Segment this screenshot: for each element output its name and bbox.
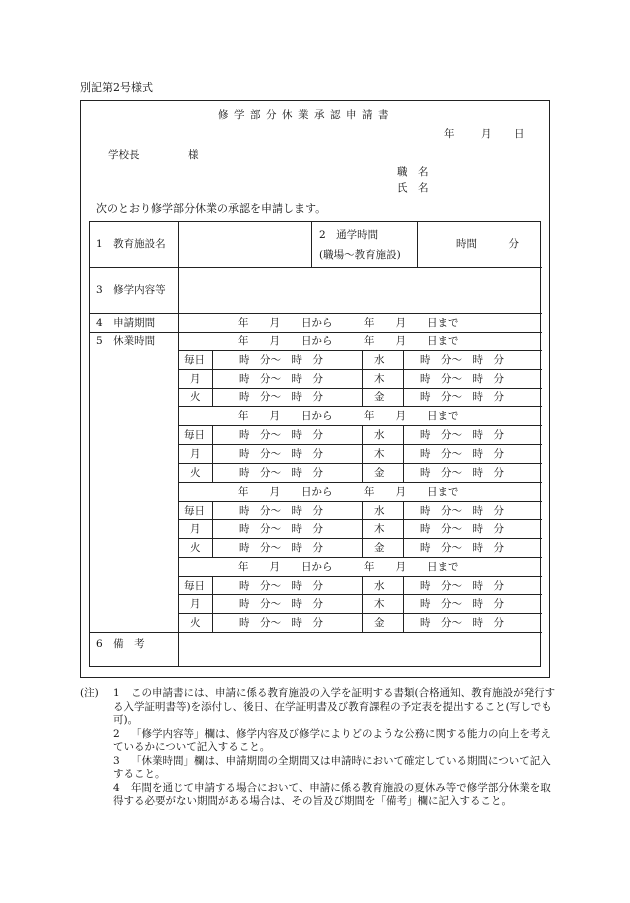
period-header: 年 月 日から 年 月 日まで bbox=[238, 486, 459, 498]
time-range: 時 分～ 時 分 bbox=[420, 505, 504, 517]
note-item bbox=[113, 755, 560, 782]
period-header: 年 月 日から 年 月 日まで bbox=[238, 410, 459, 422]
col-divider bbox=[311, 222, 312, 267]
col-divider bbox=[178, 222, 179, 667]
col-divider bbox=[403, 576, 404, 632]
time-range: 時 分～ 時 分 bbox=[239, 580, 323, 592]
row-divider bbox=[90, 313, 542, 314]
row-divider bbox=[178, 425, 542, 426]
row-divider bbox=[178, 519, 542, 520]
time-range: 時 分～ 時 分 bbox=[239, 354, 323, 366]
note-number: 2 bbox=[113, 727, 120, 740]
col-divider bbox=[212, 576, 213, 632]
row-divider bbox=[90, 632, 542, 633]
day-label: 水 bbox=[374, 580, 385, 592]
time-range: 時 分～ 時 分 bbox=[420, 448, 504, 460]
intro-text: 次のとおり修学部分休業の承認を申請します。 bbox=[96, 202, 327, 215]
row-divider bbox=[178, 406, 542, 407]
period-header: 年 月 日から 年 月 日まで bbox=[238, 335, 459, 347]
time-range: 時 分～ 時 分 bbox=[420, 580, 504, 592]
day-label: 金 bbox=[374, 467, 385, 479]
day-label: 月 bbox=[190, 448, 201, 460]
name-label: 氏 名 bbox=[397, 182, 429, 194]
day-label: 火 bbox=[190, 542, 201, 554]
col-divider bbox=[362, 350, 363, 407]
day-label: 木 bbox=[374, 373, 385, 385]
time-range: 時 分～ 時 分 bbox=[420, 467, 504, 479]
day-label: 木 bbox=[374, 448, 385, 460]
time-range: 時 分～ 時 分 bbox=[239, 617, 323, 629]
col-divider bbox=[417, 222, 418, 267]
day-label: 毎日 bbox=[184, 505, 205, 517]
time-range: 時 分～ 時 分 bbox=[239, 598, 323, 610]
row-divider bbox=[178, 388, 542, 389]
day-label: 金 bbox=[374, 617, 385, 629]
remarks-label: 6 備 考 bbox=[96, 638, 145, 650]
note-text: 「修学内容等」欄は、修学内容及び修学によりどのような公務に関する能力の向上を考えているかについて記入すること。 bbox=[113, 727, 551, 753]
time-range: 時 分～ 時 分 bbox=[239, 523, 323, 535]
col-divider bbox=[403, 425, 404, 482]
time-range: 時 分～ 時 分 bbox=[420, 617, 504, 629]
day-label: 水 bbox=[374, 505, 385, 517]
note-number: 4 bbox=[113, 781, 120, 794]
time-range: 時 分～ 時 分 bbox=[420, 542, 504, 554]
notes-section bbox=[80, 687, 560, 809]
date-year: 年 bbox=[444, 128, 455, 140]
leave-time-label: 5 休業時間 bbox=[96, 335, 156, 347]
day-label: 毎日 bbox=[184, 429, 205, 441]
row-divider bbox=[178, 576, 542, 577]
form-title: 修学部分休業承認申請書 bbox=[218, 109, 394, 121]
row-divider bbox=[178, 463, 542, 464]
time-range: 時 分～ 時 分 bbox=[420, 523, 504, 535]
row-divider bbox=[178, 538, 542, 539]
col-divider bbox=[212, 501, 213, 557]
date-day: 日 bbox=[514, 128, 525, 140]
addressee: 学校長 bbox=[108, 149, 140, 161]
day-label: 毎日 bbox=[184, 580, 205, 592]
time-range: 時 分～ 時 分 bbox=[239, 505, 323, 517]
note-number: 1 bbox=[113, 687, 120, 699]
form-label: 別記第2号様式 bbox=[80, 81, 153, 94]
note-text: 「休業時間」欄は、申請期間の全期間又は申請時において確定している期間について記入すること。 bbox=[113, 754, 551, 780]
note-number: 3 bbox=[113, 754, 120, 767]
note-item bbox=[113, 687, 560, 728]
commute-time-label: 2 通学時間 bbox=[319, 229, 379, 241]
note-item bbox=[113, 782, 560, 809]
col-divider bbox=[362, 425, 363, 482]
row-divider bbox=[178, 369, 542, 370]
day-label: 木 bbox=[374, 598, 385, 610]
day-label: 火 bbox=[190, 391, 201, 403]
row-divider bbox=[90, 267, 542, 268]
application-period-label: 4 申請期間 bbox=[96, 317, 156, 329]
time-range: 時 分～ 時 分 bbox=[239, 373, 323, 385]
col-divider bbox=[362, 501, 363, 557]
application-table bbox=[89, 221, 541, 667]
row-divider bbox=[178, 482, 542, 483]
time-range: 時 分～ 時 分 bbox=[239, 429, 323, 441]
note-text: この申請書には、申請に係る教育施設の入学を証明する書類(合格通知、教育施設が発行する入学証明書等)を添付し、後日、在学証明書及び教育課程の予定表を提出すること(写しでも可)。 bbox=[113, 687, 556, 726]
col-divider bbox=[403, 501, 404, 557]
study-content-label: 3 修学内容等 bbox=[96, 284, 166, 296]
facility-name-label: 1 教育施設名 bbox=[96, 238, 166, 250]
time-range: 時 分～ 時 分 bbox=[420, 354, 504, 366]
day-label: 毎日 bbox=[184, 354, 205, 366]
time-range: 時 分～ 時 分 bbox=[239, 467, 323, 479]
commute-time-value: 時間 分 bbox=[456, 238, 519, 250]
time-range: 時 分～ 時 分 bbox=[420, 598, 504, 610]
date-month: 月 bbox=[481, 128, 492, 140]
time-range: 時 分～ 時 分 bbox=[239, 542, 323, 554]
row-divider bbox=[178, 444, 542, 445]
time-range: 時 分～ 時 分 bbox=[239, 391, 323, 403]
row-divider bbox=[178, 350, 542, 351]
time-range: 時 分～ 時 分 bbox=[420, 373, 504, 385]
position-label: 職 名 bbox=[397, 166, 429, 178]
day-label: 水 bbox=[374, 429, 385, 441]
row-divider bbox=[178, 501, 542, 502]
col-divider bbox=[362, 576, 363, 632]
day-label: 月 bbox=[190, 523, 201, 535]
col-divider bbox=[212, 350, 213, 407]
day-label: 火 bbox=[190, 617, 201, 629]
application-period-value: 年 月 日から 年 月 日まで bbox=[238, 317, 459, 329]
period-header: 年 月 日から 年 月 日まで bbox=[238, 561, 459, 573]
row-divider bbox=[90, 332, 542, 333]
notes-head: (注) bbox=[80, 687, 99, 699]
col-divider bbox=[403, 350, 404, 407]
row-divider bbox=[178, 594, 542, 595]
col-divider bbox=[212, 425, 213, 482]
time-range: 時 分～ 時 分 bbox=[420, 429, 504, 441]
note-text: 年間を通じて申請する場合において、申請に係る教育施設の夏休み等で修学部分休業を取得する必要がない期間がある場合は、その旨及び期間を「備考」欄に記入すること。 bbox=[113, 781, 551, 807]
note-item bbox=[113, 728, 560, 755]
day-label: 月 bbox=[190, 598, 201, 610]
day-label: 月 bbox=[190, 373, 201, 385]
day-label: 水 bbox=[374, 354, 385, 366]
day-label: 金 bbox=[374, 542, 385, 554]
row-divider bbox=[178, 613, 542, 614]
row-divider bbox=[178, 557, 542, 558]
commute-route-label: (職場～教育施設) bbox=[319, 249, 401, 261]
day-label: 火 bbox=[190, 467, 201, 479]
day-label: 金 bbox=[374, 391, 385, 403]
honorific: 様 bbox=[188, 149, 199, 161]
day-label: 木 bbox=[374, 523, 385, 535]
time-range: 時 分～ 時 分 bbox=[239, 448, 323, 460]
time-range: 時 分～ 時 分 bbox=[420, 391, 504, 403]
